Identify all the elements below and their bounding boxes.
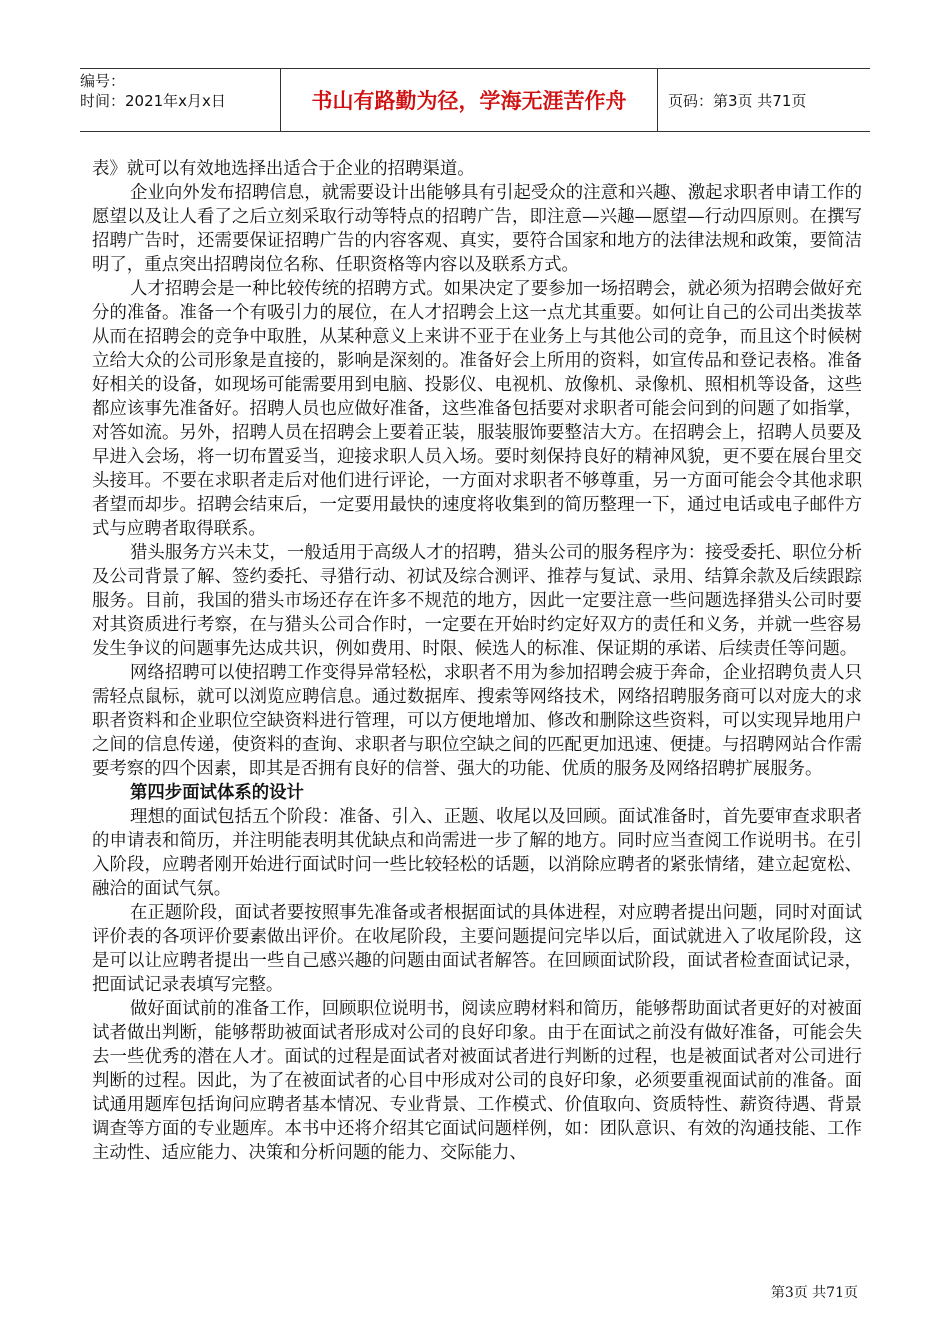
header-meta — [80, 69, 281, 131]
paragraph: 表》就可以有效地选择出适合于企业的招聘渠道。 — [92, 159, 475, 179]
paragraph: 猎头服务方兴未艾，一般适用于高级人才的招聘，猎头公司的服务程序为：接受委托、职位分析及公司背景了解、签约委托、寻猎行动、初试及综合测评、推荐与复试、录用、结算余款及后续跟踪服务。目前，我国的猎头市场还存在许多不规范的地方，因此一定要注意一些问题选择猎头公司时要对其资质进行考察，在与猎头公司合作时，一定要在开始时约定好双方的责任和义务，并就一些容易发生争议的问题事先达成共识，例如费用、时限、候选人的标准、保证期的承诺、后续责任等问题。 — [92, 543, 862, 659]
header-page-number — [658, 69, 870, 131]
paragraph: 企业向外发布招聘信息，就需要设计出能够具有引起受众的注意和兴趣、激起求职者申请工作的愿望以及让人看了之后立刻采取行动等特点的招聘广告，即注意—兴趣—愿望—行动四原则。在撰写招聘广告时，还需要保证招聘广告的内容客观、真实，要符合国家和地方的法律法规和政策，要简洁明了，重点突出招聘岗位名称、任职资格等内容以及联系方式。 — [92, 183, 862, 275]
header-motto — [281, 69, 658, 131]
document-body — [92, 157, 862, 1165]
paragraph: 网络招聘可以使招聘工作变得异常轻松，求职者不用为参加招聘会疲于奔命，企业招聘负责人只需轻点鼠标，就可以浏览应聘信息。通过数据库、搜索等网络技术，网络招聘服务商可以对庞大的求职者资料和企业职位空缺资料进行管理，可以方便地增加、修改和删除这些资料，可以实现异地用户之间的信息传递，使资料的查询、求职者与职位空缺之间的匹配更加迅速、便捷。与招聘网站合作需要考察的四个因素，即其是否拥有良好的信誉、强大的功能、优质的服务及网络招聘扩展服务。 — [92, 663, 862, 779]
page-footer — [771, 1282, 858, 1302]
page-number-text: 页码：第3页 共71页 — [668, 91, 807, 110]
paragraph: 做好面试前的准备工作，回顾职位说明书，阅读应聘材料和简历，能够帮助面试者更好的对被面试者做出判断，能够帮助被面试者形成对公司的良好印象。由于在面试之前没有做好准备，可能会失去一些优秀的潜在人才。面试的过程是面试者对被面试者进行判断的过程，也是被面试者对公司进行判断的过程。因此，为了在被面试者的心目中形成对公司的良好印象，必须要重视面试前的准备。面试通用题库包括询问应聘者基本情况、专业背景、工作模式、价值取向、资质特性、薪资待遇、背景调查等方面的专业题库。本书中还将介绍其它面试问题样例，如：团队意识、有效的沟通技能、工作主动性、适应能力、决策和分析问题的能力、交际能力、 — [92, 999, 862, 1163]
document-number-label: 编号： — [80, 72, 126, 90]
paragraph: 人才招聘会是一种比较传统的招聘方式。如果决定了要参加一场招聘会，就必须为招聘会做好充分的准备。准备一个有吸引力的展位，在人才招聘会上这一点尤其重要。如何让自己的公司出类拔萃从而在招聘会的竞争中取胜，从某种意义上来讲不亚于在业务上与其他公司的竞争，而且这个时候树立给大众的公司形象是直接的，影响是深刻的。准备好会上所用的资料，如宣传品和登记表格。准备好相关的设备，如现场可能需要用到电脑、投影仪、电视机、放像机、录像机、照相机等设备，这些都应该事先准备好。招聘人员也应做好准备，这些准备包括要对求职者可能会问到的问题了如指掌，对答如流。另外，招聘人员在招聘会上要着正装，服装服饰要整洁大方。在招聘会上，招聘人员要及早进入会场，将一切布置妥当，迎接求职人员入场。要时刻保持良好的精神风貌，更不要在展台里交头接耳。不要在求职者走后对他们进行评论，一方面对求职者不够尊重，另一方面可能会令其他求职者望而却步。招聘会结束后，一定要用最快的速度将收集到的简历整理一下，通过电话或电子邮件方式与应聘者取得联系。 — [92, 279, 862, 539]
document-date: 时间：2021年x月x日 — [80, 92, 226, 110]
motto-text: 书山有路勤为径，学海无涯苦作舟 — [311, 89, 627, 113]
page-header — [80, 68, 870, 132]
paragraph: 理想的面试包括五个阶段：准备、引入、正题、收尾以及回顾。面试准备时，首先要审查求职者的申请表和简历，并注明能表明其优缺点和尚需进一步了解的地方。同时应当查阅工作说明书。在引入阶段，应聘者刚开始进行面试时问一些比较轻松的话题，以消除应聘者的紧张情绪，建立起宽松、融洽的面试气氛。 — [92, 807, 862, 899]
section-heading: 第四步面试体系的设计 — [130, 783, 304, 803]
footer-page-number: 第3页 共71页 — [770, 1285, 858, 1301]
paragraph: 在正题阶段，面试者要按照事先准备或者根据面试的具体进程，对应聘者提出问题，同时对面试评价表的各项评价要素做出评价。在收尾阶段，主要问题提问完毕以后，面试就进入了收尾阶段，这是可以让应聘者提出一些自己感兴趣的问题由面试者解答。在回顾面试阶段，面试者检查面试记录，把面试记录表填写完整。 — [92, 903, 862, 995]
